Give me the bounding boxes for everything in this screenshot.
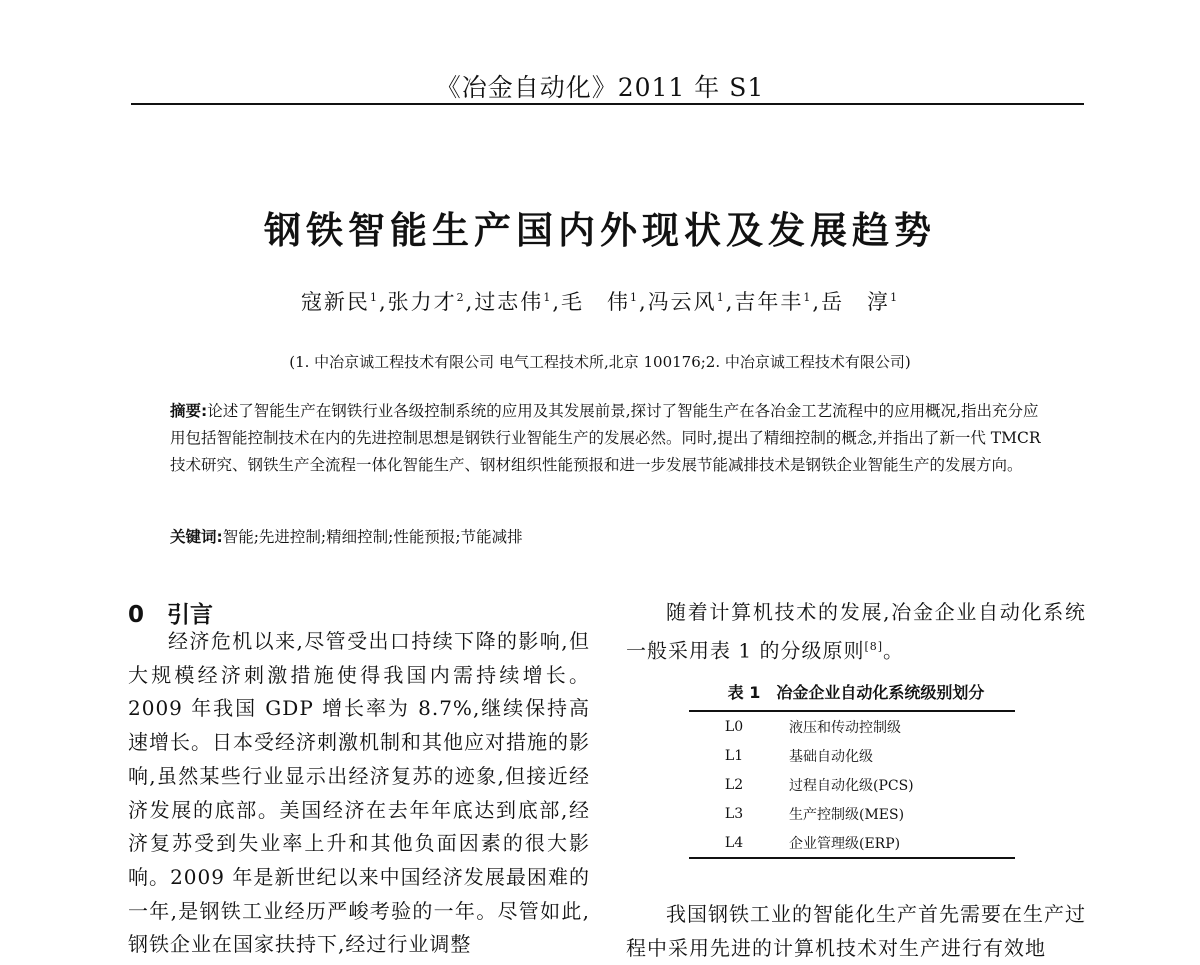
author-name: 冯云风: [647, 290, 717, 314]
level-cell: L3: [724, 805, 744, 822]
author-name: 过志伟: [474, 290, 544, 314]
author-name: 寇新民: [300, 290, 370, 314]
author-affil-mark: 1: [890, 291, 900, 304]
desc-cell: 过程自动化级(PCS): [789, 777, 914, 794]
author-list: 寇新民$^1$,张力才$^2$,过志伟$^1$,毛 伟$^1$,冯云风$^1$,吉年丰$^1$,岳 淳$^1$: [300, 290, 900, 314]
table-caption: 表 1 冶金企业自动化系统级别划分: [727, 683, 985, 702]
author-affil-mark: 1: [543, 291, 553, 304]
header-rule: [131, 103, 1084, 105]
abstract: [170, 398, 1050, 479]
author-name: 岳 淳: [821, 290, 891, 314]
desc-cell: 企业管理级(ERP): [789, 828, 1015, 858]
body-paragraph: [626, 596, 1086, 668]
table-row: [689, 799, 1015, 828]
author-name: 毛 伟: [561, 290, 630, 314]
author-affil-mark: 1: [803, 291, 813, 304]
body-paragraph: 我国钢铁工业的智能化生产首先需要在生产过程中采用先进的计算机技术对生产进行有效地: [626, 902, 1086, 960]
abstract-label: 摘要:: [170, 402, 208, 420]
level-cell: L1: [724, 747, 744, 764]
abstract-text: 论述了智能生产在钢铁行业各级控制系统的应用及其发展前景,探讨了智能生产在各冶金工艺流程中的应用概况,指出充分应用包括智能控制技术在内的先进控制思想是钢铁行业智能生产的发展必然。同时,提出了精细控制的概念,并指出了新一代 TMCR 技术研究、钢铁生产全流程一体化智能生产、钢材组织性能预报和进一步发展节能减排技术是钢铁企业智能生产的发展方向。: [170, 402, 1041, 474]
paragraph-text: 随着计算机技术的发展,冶金企业自动化系统一般采用表 1 的分级原则: [626, 600, 1086, 663]
table-row: [689, 741, 1015, 770]
body-paragraph: 经济危机以来,尽管受出口持续下降的影响,但大规模经济刺激措施使得我国内需持续增长。2009 年我国 GDP 增长率为 8.7%,继续保持高速增长。日本受经济刺激机制和其他应对措施的影响,虽然某些行业显示出经济复苏的迹象,但接近经济发展的底部。美国经济在去年年底达到底部,经济复苏受到失业率上升和其他负面因素的很大影响。2009 年是新世纪以来中国经济发展最困难的一年,是钢铁工业经历严峻考验的一年。尽管如此,钢铁企业在国家扶持下,经过行业调整: [128, 629, 590, 957]
author-name: 吉年丰: [734, 290, 804, 314]
desc-cell: 液压和传动控制级: [789, 711, 1015, 741]
journal-header: 《冶金自动化》2011 年 S1: [435, 73, 765, 102]
levels-table: [689, 710, 1015, 859]
keywords-label: 关键词:: [170, 528, 223, 546]
table-row: [689, 770, 1015, 799]
table-row: [689, 711, 1015, 741]
table-row: [689, 828, 1015, 858]
desc-cell: 生产控制级(MES): [789, 806, 905, 823]
level-cell: L2: [724, 776, 744, 793]
paper-title: 钢铁智能生产国内外现状及发展趋势: [264, 209, 936, 252]
author-affil-mark: 1: [716, 291, 726, 304]
author-affil-mark: 2: [456, 291, 466, 304]
right-column-continued: [626, 898, 1086, 965]
author-name: 张力才: [387, 290, 457, 314]
keywords-text: 智能;先进控制;精细控制;性能预报;节能减排: [222, 528, 523, 546]
desc-cell: 基础自动化级: [789, 748, 873, 765]
citation-ref: [8]: [864, 639, 884, 653]
left-column: [128, 625, 590, 962]
level-cell: L4: [689, 828, 789, 858]
paragraph-end: 。: [883, 638, 905, 663]
keywords: [170, 524, 1050, 551]
author-affil-mark: 1: [630, 291, 639, 304]
author-affil-mark: 1: [369, 291, 379, 304]
level-cell: L0: [689, 711, 789, 741]
section-heading: 0 引言: [128, 602, 214, 628]
affiliation: (1. 中冶京诚工程技术有限公司 电气工程技术所,北京 100176;2. 中冶京诚工程技术有限公司): [289, 353, 911, 371]
right-column: [626, 596, 1086, 668]
